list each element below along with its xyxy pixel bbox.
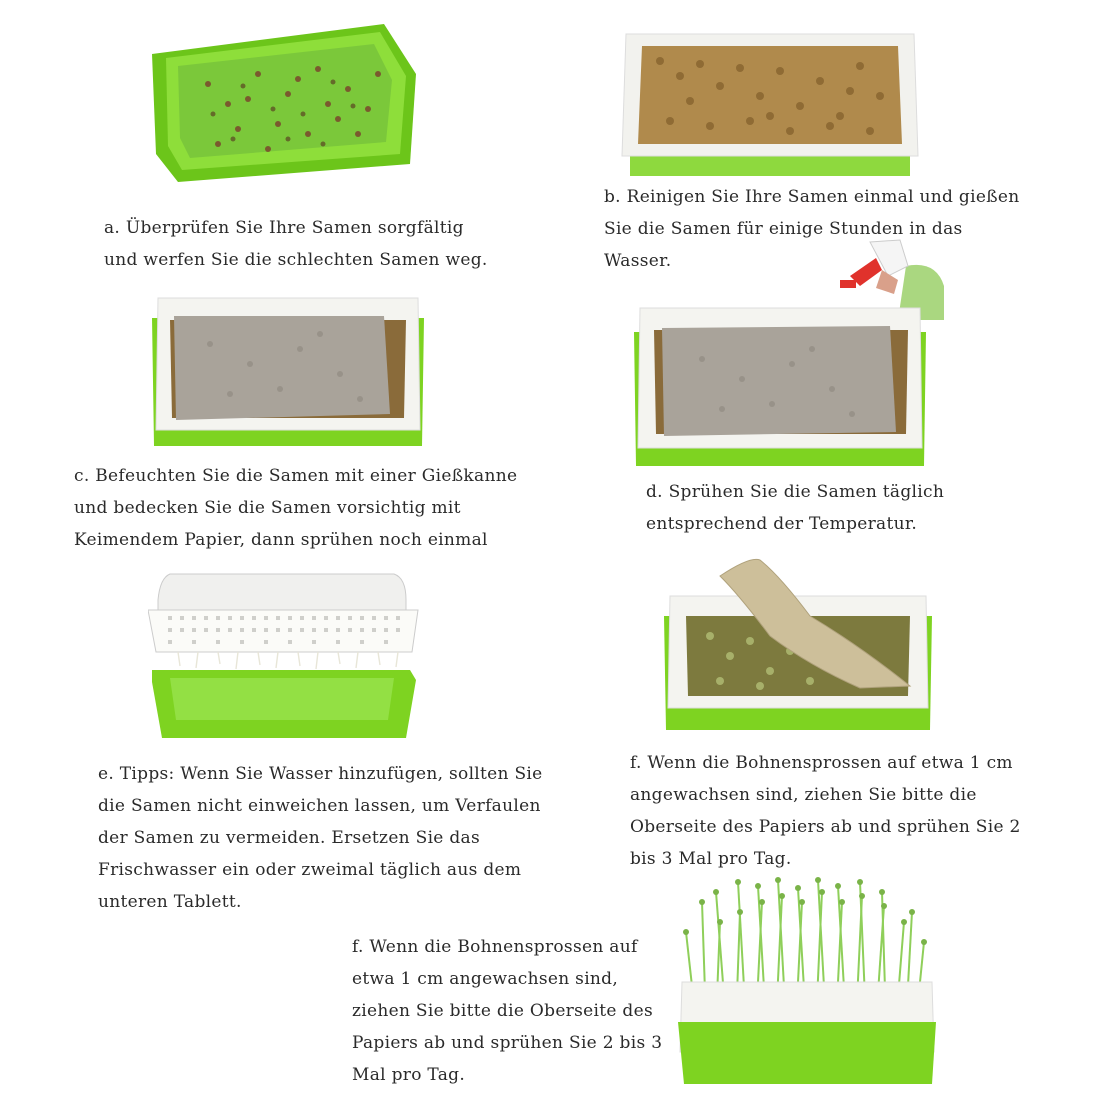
tray-sprouts-grown-image <box>676 872 938 1086</box>
step-f1-line-3: Oberseite des Papiers ab und sprühen Sie 2 <box>630 817 1021 837</box>
step-f-text-1 <box>630 747 1021 875</box>
step-f2-line-2: etwa 1 cm angewachsen sind, <box>352 969 619 989</box>
step-e-line-5: unteren Tablett. <box>98 892 242 912</box>
step-a-line-2: und werfen Sie die schlechten Samen weg. <box>104 250 488 270</box>
step-e-line-4: Frischwasser ein oder zweimal täglich aus dem <box>98 860 522 880</box>
step-b-text <box>604 181 1019 277</box>
step-e-line-1: e. Tipps: Wenn Sie Wasser hinzufügen, sollten Sie <box>98 764 543 784</box>
basket-lifted-roots-image <box>148 570 420 742</box>
step-e-line-2: die Samen nicht einweichen lassen, um Verfaulen <box>98 796 541 816</box>
step-c-line-1: c. Befeuchten Sie die Samen mit einer Gießkanne <box>74 466 518 486</box>
step-b-line-2: Sie die Samen für einige Stunden in das <box>604 219 963 239</box>
step-f2-line-4: Papiers ab und sprühen Sie 2 bis 3 <box>352 1033 663 1053</box>
step-f2-line-3: ziehen Sie bitte die Oberseite des <box>352 1001 653 1021</box>
step-b-line-3: Wasser. <box>604 251 672 271</box>
step-f2-line-1: f. Wenn die Bohnensprossen auf <box>352 937 638 957</box>
tray-paper-peeled-image <box>660 556 936 736</box>
step-d-line-2: entsprechend der Temperatur. <box>646 514 918 534</box>
step-d-text <box>646 476 944 540</box>
step-a-text <box>104 212 488 276</box>
tray-paper-covered-image <box>150 294 426 454</box>
step-f1-line-1: f. Wenn die Bohnensprossen auf etwa 1 cm <box>630 753 1013 773</box>
step-d-line-1: d. Sprühen Sie die Samen täglich <box>646 482 945 502</box>
step-a-line-1: a. Überprüfen Sie Ihre Samen sorgfältig <box>104 218 464 238</box>
tray-paper-spray-image <box>632 304 928 474</box>
step-b-line-1: b. Reinigen Sie Ihre Samen einmal und gießen <box>604 187 1020 207</box>
step-f1-line-2: angewachsen sind, ziehen Sie bitte die <box>630 785 977 805</box>
step-f-text-2 <box>352 931 662 1091</box>
step-c-text <box>74 460 517 556</box>
step-f1-line-4: bis 3 Mal pro Tag. <box>630 849 792 869</box>
step-f2-line-5: Mal pro Tag. <box>352 1065 466 1085</box>
step-c-line-2: und bedecken Sie die Samen vorsichtig mit <box>74 498 461 518</box>
step-c-line-3: Keimendem Papier, dann sprühen noch einmal <box>74 530 488 550</box>
tray-seeds-sorting-image <box>148 14 420 184</box>
step-e-line-3: der Samen zu vermeiden. Ersetzen Sie das <box>98 828 481 848</box>
step-e-text <box>98 758 543 918</box>
basket-seeds-full-image <box>620 26 920 186</box>
